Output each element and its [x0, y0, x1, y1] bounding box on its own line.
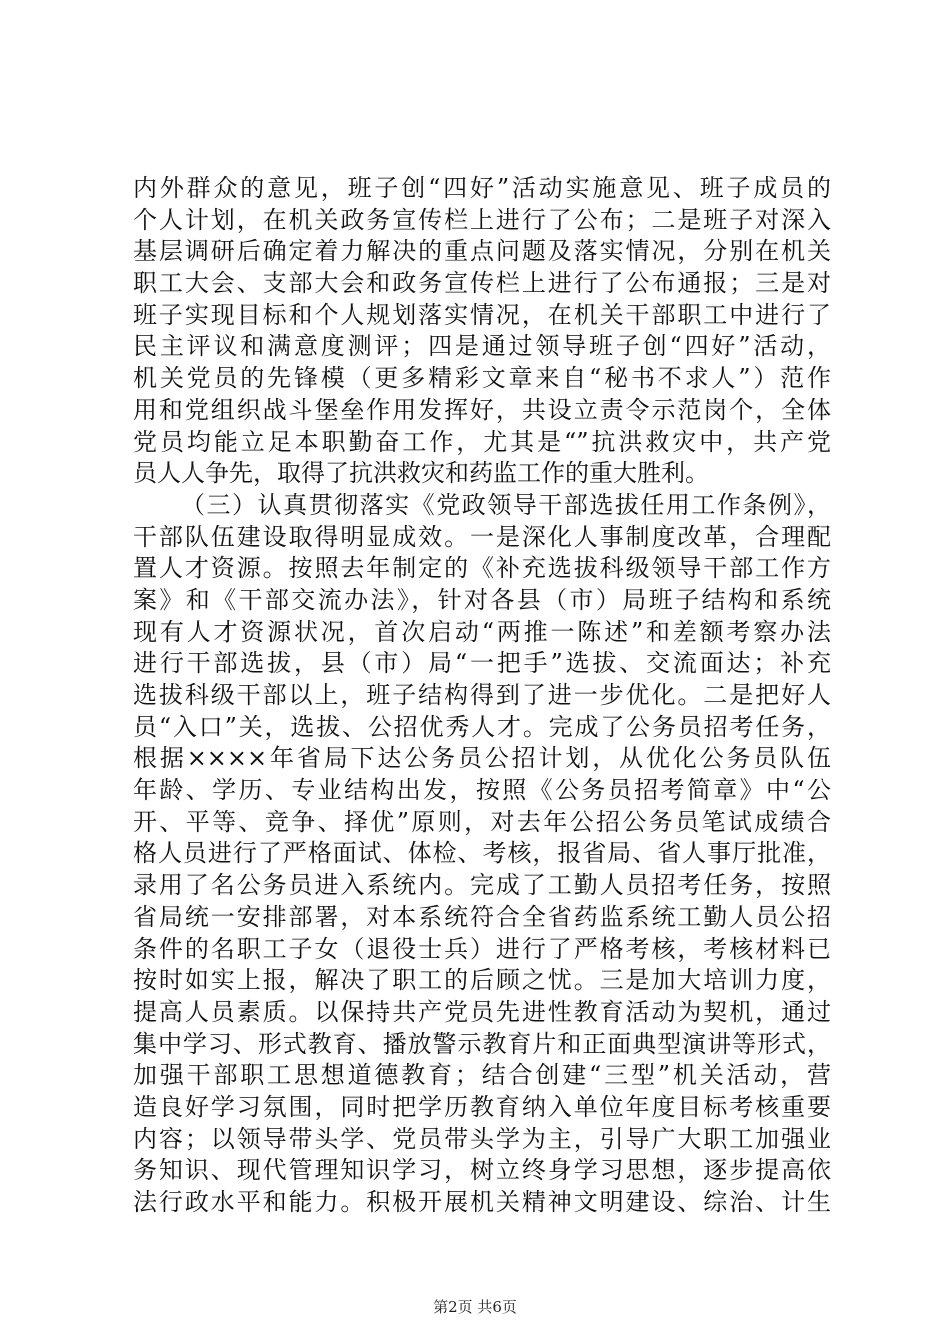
text-line: 基层调研后确定着力解决的重点问题及落实情况，分别在机关 — [133, 237, 831, 266]
text-line: 机关党员的先锋模（更多精彩文章来自“秘书不求人”）范作 — [133, 364, 831, 393]
text-line: 务知识、现代管理知识学习，树立终身学习思想，逐步提高依 — [133, 1156, 831, 1185]
text-line: 省局统一安排部署，对本系统符合全省药监系统工勤人员公招 — [133, 902, 831, 931]
text-line: 职工大会、支部大会和政务宣传栏上进行了公布通报；三是对 — [133, 269, 831, 298]
text-line: 根据××××年省局下达公务员公招计划，从优化公务员队伍 — [133, 744, 831, 773]
text-line: 用和党组织战斗堡垒作用发挥好，共设立责令示范岗个，全体 — [133, 395, 831, 424]
paragraph-start-line: （三）认真贯彻落实《党政领导干部选拔任用工作条例》， — [181, 490, 831, 519]
text-line: 班子实现目标和个人规划落实情况，在机关干部职工中进行了 — [133, 300, 831, 329]
document-body — [133, 173, 831, 1219]
text-line: 录用了名公务员进入系统内。完成了工勤人员招考任务，按照 — [133, 871, 831, 900]
text-line: 员人人争先，取得了抗洪救灾和药监工作的重大胜利。 — [133, 459, 709, 488]
text-line: 年龄、学历、专业结构出发，按照《公务员招考简章》中“公 — [133, 776, 831, 805]
text-line: 进行干部选拔，县（市）局“一把手”选拔、交流面达；补充 — [133, 649, 831, 678]
text-line: 民主评议和满意度测评；四是通过领导班子创“四好”活动， — [133, 332, 831, 361]
text-line: 案》和《干部交流办法》，针对各县（市）局班子结构和系统 — [133, 585, 831, 614]
text-line: 法行政水平和能力。积极开展机关精神文明建设、综治、计生 — [133, 1188, 831, 1216]
text-line: 加强干部职工思想道德教育；结合创建“三型”机关活动，营 — [133, 1061, 831, 1090]
text-line: 造良好学习氛围，同时把学历教育纳入单位年度目标考核重要 — [133, 1092, 831, 1121]
text-line: 提高人员素质。以保持共产党员先进性教育活动为契机，通过 — [133, 997, 831, 1026]
text-line: 员“入口”关，选拔、公招优秀人才。完成了公务员招考任务， — [133, 712, 831, 741]
page-number-footer: 第2页 共6页 — [433, 1298, 517, 1316]
text-line: 选拔科级干部以上，班子结构得到了进一步优化。二是把好人 — [133, 681, 831, 709]
text-line: 内外群众的意见，班子创“四好”活动实施意见、班子成员的 — [133, 174, 831, 202]
text-line: 开、平等、竞争、择优”原则，对去年公招公务员笔试成绩合 — [133, 807, 831, 836]
text-line: 置人才资源。按照去年制定的《补充选拔科级领导干部工作方 — [133, 554, 831, 583]
text-line: 干部队伍建设取得明显成效。一是深化人事制度改革，合理配 — [133, 522, 831, 551]
text-line: 条件的名职工子女（退役士兵）进行了严格考核，考核材料已 — [133, 934, 831, 963]
text-line: 现有人才资源状况，首次启动“两推一陈述”和差额考察办法 — [133, 617, 831, 646]
text-line: 个人计划，在机关政务宣传栏上进行了公布；二是班子对深入 — [133, 205, 831, 234]
text-line: 格人员进行了严格面试、体检、考核，报省局、省人事厅批准， — [133, 839, 831, 868]
text-line: 按时如实上报，解决了职工的后顾之忧。三是加大培训力度， — [133, 966, 831, 995]
text-line: 党员均能立足本职勤奋工作，尤其是“”抗洪救灾中，共产党 — [133, 427, 831, 456]
text-line: 内容；以领导带头学、党员带头学为主，引导广大职工加强业 — [133, 1124, 831, 1153]
text-line: 集中学习、形式教育、播放警示教育片和正面典型演讲等形式， — [133, 1029, 831, 1058]
